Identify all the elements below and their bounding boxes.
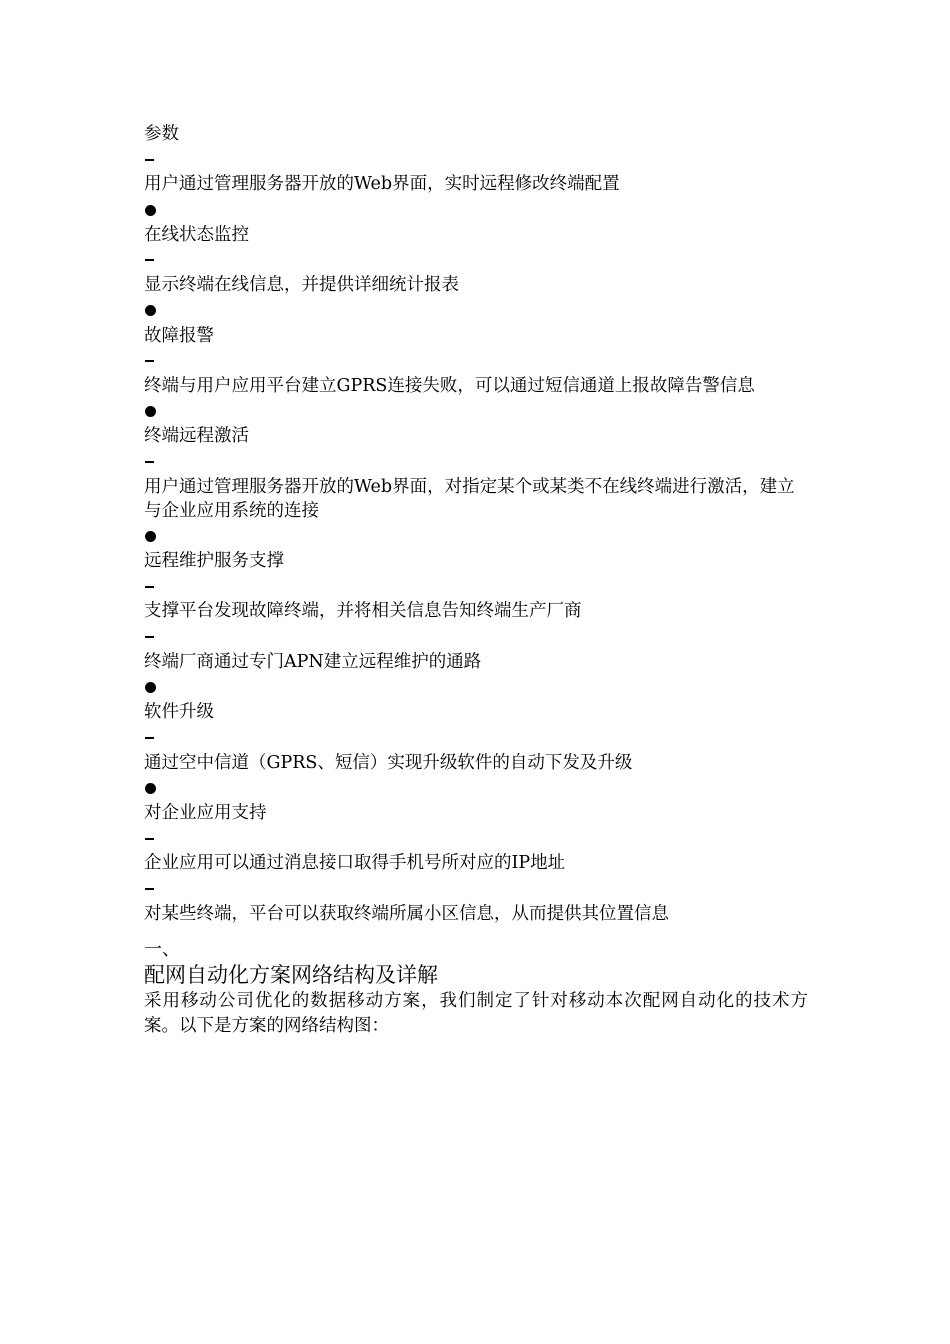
section-title: 配网自动化方案网络结构及详解 bbox=[144, 962, 438, 987]
bullet-icon bbox=[145, 682, 156, 693]
list-text: 终端远程激活 bbox=[144, 426, 249, 447]
dash-marker bbox=[144, 349, 808, 373]
list-text: 对某些终端，平台可以获取终端所属小区信息，从而提供其位置信息 bbox=[144, 903, 669, 924]
feature-list bbox=[144, 122, 808, 926]
list-text: 对企业应用支持 bbox=[144, 802, 267, 823]
section-paragraph: 采用移动公司优化的数据移动方案，我们制定了针对移动本次配网自动化的技术方案。以下是方案的网络结构图： bbox=[144, 990, 808, 1036]
dash-marker bbox=[144, 147, 808, 171]
list-text: 企业应用可以通过消息接口取得手机号所对应的IP地址 bbox=[144, 853, 566, 874]
list-text: 终端厂商通过专门APN建立远程维护的通路 bbox=[144, 651, 482, 672]
list-text: 故障报警 bbox=[144, 325, 214, 346]
list-text: 支撑平台发现故障终端，并将相关信息告知终端生产厂商 bbox=[144, 601, 582, 622]
dash-marker bbox=[144, 449, 808, 473]
dash-icon bbox=[145, 586, 154, 588]
dash-marker bbox=[144, 876, 808, 900]
dash-marker bbox=[144, 625, 808, 649]
dash-marker bbox=[144, 725, 808, 749]
bullet-icon bbox=[145, 305, 156, 316]
dash-marker bbox=[144, 574, 808, 598]
list-text: 用户通过管理服务器开放的Web界面，实时远程修改终端配置 bbox=[144, 174, 620, 195]
bullet-icon bbox=[145, 406, 156, 417]
list-text: 软件升级 bbox=[144, 702, 214, 723]
bullet-icon bbox=[145, 783, 156, 794]
document-body bbox=[144, 122, 808, 1039]
dash-marker bbox=[144, 826, 808, 850]
list-text: 在线状态监控 bbox=[144, 224, 249, 245]
bullet-marker bbox=[144, 198, 808, 222]
dash-icon bbox=[145, 360, 154, 362]
list-text: 显示终端在线信息，并提供详细统计报表 bbox=[144, 275, 459, 296]
dash-icon bbox=[145, 636, 154, 638]
list-text: 参数 bbox=[144, 124, 179, 144]
list-text: 通过空中信道（GPRS、短信）实现升级软件的自动下发及升级 bbox=[144, 752, 633, 773]
dash-icon bbox=[145, 838, 154, 840]
bullet-marker bbox=[144, 524, 808, 548]
section-number: 一、 bbox=[144, 938, 180, 960]
bullet-marker bbox=[144, 675, 808, 699]
dash-icon bbox=[145, 737, 154, 739]
list-text: 远程维护服务支撑 bbox=[144, 551, 284, 571]
dash-icon bbox=[145, 259, 154, 261]
dash-icon bbox=[145, 888, 154, 890]
dash-icon bbox=[145, 159, 154, 161]
list-text: 用户通过管理服务器开放的Web界面，对指定某个或某类不在线终端进行激活，建立与企业应用系统的连接 bbox=[144, 476, 795, 521]
bullet-marker bbox=[144, 298, 808, 322]
bullet-marker bbox=[144, 399, 808, 423]
bullet-icon bbox=[145, 205, 156, 216]
bullet-icon bbox=[145, 531, 156, 542]
dash-icon bbox=[145, 461, 154, 463]
section-gap bbox=[144, 927, 808, 939]
dash-marker bbox=[144, 248, 808, 272]
bullet-marker bbox=[144, 776, 808, 800]
list-text: 终端与用户应用平台建立GPRS连接失败，可以通过短信通道上报故障告警信息 bbox=[144, 375, 755, 396]
